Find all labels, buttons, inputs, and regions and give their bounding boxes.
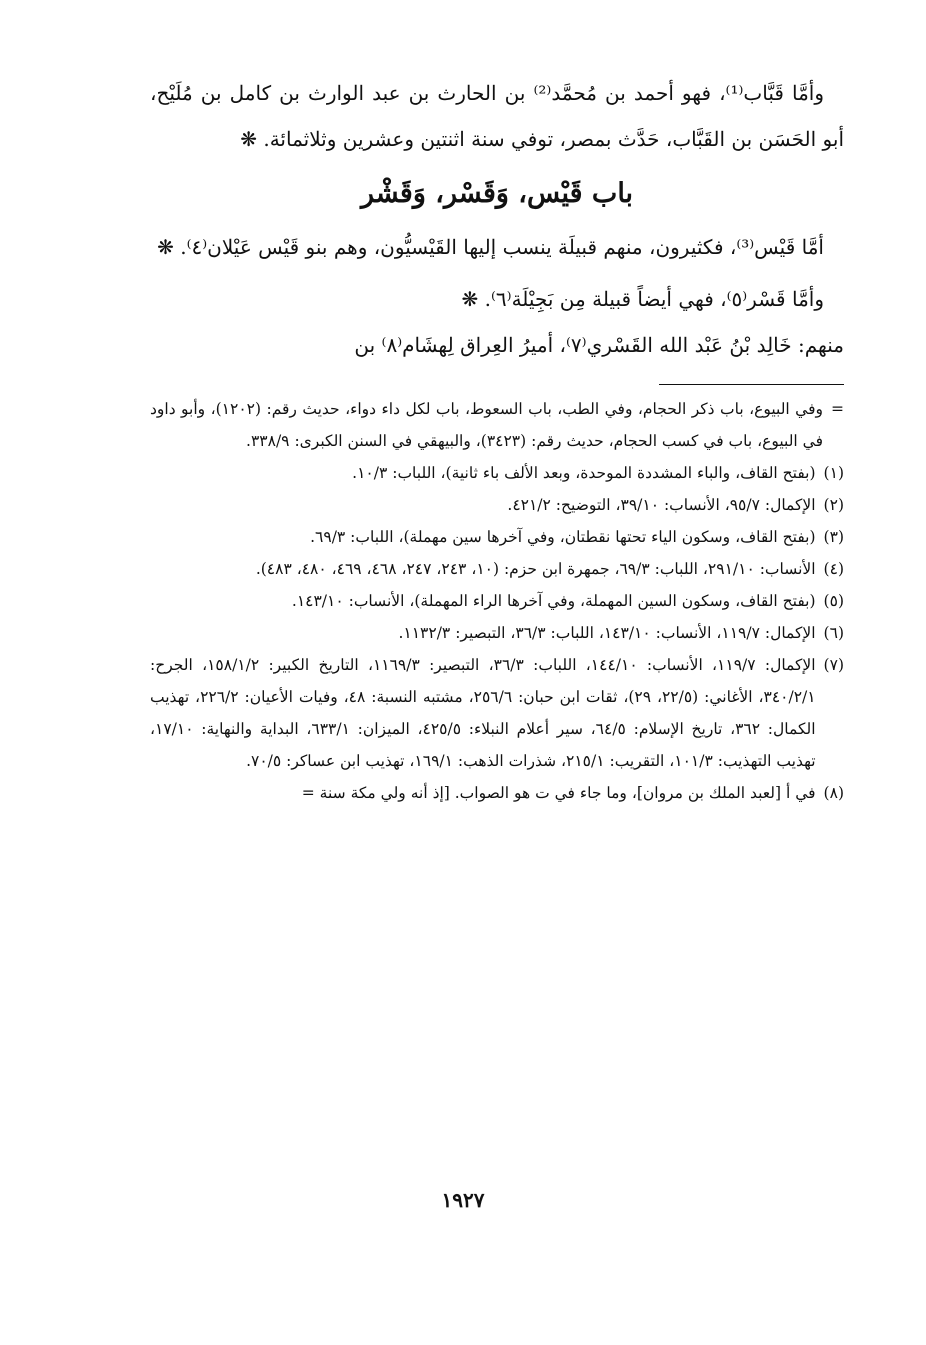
footnote-text: في أ [لعبد الملك بن مروان]، وما جاء في ت هو الصواب. [إذ أنه ولي مكة سنة = xyxy=(301,784,816,802)
footnote-8 xyxy=(150,777,844,809)
footnote-7 xyxy=(150,649,844,777)
footnote-text: (بفتح القاف، وسكون السين المهملة، وفي آخرها الراء المهملة)، الأنساب: ١٤٣/١٠. xyxy=(291,592,816,610)
footnote-text: وفي البيوع، باب ذكر الحجام، وفي الطب، باب السعوط، باب لكل داء دواء، حديث رقم: (١٢٠٢)، وأبو داود في البيوع، باب في كسب الحجام، حديث رقم: (٣٤٢٣)، والبيهقي في السنن الكبرى: ٣٣٨/٩. xyxy=(150,400,823,450)
footnote-1 xyxy=(150,457,844,489)
footnote-6 xyxy=(150,617,844,649)
page-body xyxy=(150,70,844,809)
footnote-marker: (٦) xyxy=(823,624,844,642)
footnote-text: الإكمال: ٩٥/٧، الأنساب: ٣٩/١٠، التوضيح: ٤٢١/٢. xyxy=(507,496,816,514)
footnote-text: الأنساب: ٢٩١/١٠، اللباب: ٦٩/٣، جمهرة ابن حزم: (١٠، ٢٤٣، ٢٤٧، ٤٦٨، ٤٦٩، ٤٨٠، ٤٨٣). xyxy=(255,560,816,578)
footnote-marker: (٧) xyxy=(823,656,844,674)
paragraph-khalid: منهم: خَالِد بْنُ عَبْد الله القَسْري⁽٧⁾، أميرُ العِراق لِهشَام⁽٨⁾ بن xyxy=(354,333,844,357)
footnote-marker: (٥) xyxy=(823,592,844,610)
footnote-3 xyxy=(150,521,844,553)
footnote-marker: (٨) xyxy=(823,784,844,802)
footnotes xyxy=(150,393,844,809)
footnote-marker: (١) xyxy=(823,464,844,482)
footnote-divider xyxy=(659,384,844,385)
footnote-text: (بفتح القاف، والباء المشددة الموحدة، وبعد الألف باء ثانية)، اللباب: ١٠/٣. xyxy=(352,464,816,482)
section-heading: باب قَيْس، وَقَسْر، وَقَشْر xyxy=(360,178,634,209)
footnote-marker: = xyxy=(831,400,844,418)
footnote-2 xyxy=(150,489,844,521)
main-text xyxy=(150,70,844,368)
page-number: ١٩٢٧ xyxy=(441,1188,485,1212)
footnote-marker: (٢) xyxy=(823,496,844,514)
footnote-text: الإكمال: ١١٩/٧، الأنساب: ١٤٣/١٠، اللباب: ٣٦/٣، التبصير: ١١٣٢/٣. xyxy=(398,624,816,642)
footnote-marker: (٤) xyxy=(823,560,844,578)
footnote-continuation xyxy=(150,393,844,457)
footnote-5 xyxy=(150,585,844,617)
paragraph-qasr: وأمَّا قَسْر⁽٥⁾، فهي أيضاً قبيلة مِن بَجِيْلَة⁽٦⁾. ❋ xyxy=(461,287,824,311)
footnote-text: الإكمال: ١١٩/٧، الأنساب: ١٤٤/١٠، اللباب: ٣٦/٣، التبصير: ١١٦٩/٣، التاريخ الكبير: ١٥٨/١/٢، الجرح: ٣٤٠/٢/١، الأغاني: (٢٢/٥، ٢٩)، ثقات ابن حبان: ٢٥٦/٦، مشتبه النسبة: ٤٨، وفيات الأعيان: ٢٢٦/٢، تهذيب الكمال: ٣٦٢، تاريخ الإسلام: ٦٤/٥، سير أعلام النبلاء: ٤٢٥/٥، الميزان: ٦٣٣/١، البداية والنهاية: ١٧/١٠، تهذيب التهذيب: ١٠١/٣، التقريب: ٢١٥/١، شذرات الذهب: ١٦٩/١، تهذيب ابن عساكر: ٧٠/٥. xyxy=(150,656,816,770)
footnote-text: (بفتح القاف، وسكون الياء تحتها نقطتان، وفي آخرها سين مهملة)، اللباب: ٦٩/٣. xyxy=(310,528,816,546)
footnote-marker: (٣) xyxy=(823,528,844,546)
footnote-4 xyxy=(150,553,844,585)
paragraph-qabbab: وأمَّا قَبَّاب⁽¹⁾، فهو أحمد بن مُحمَّد⁽²⁾ بن الحارث بن عبد الوارث بن كامل بن مُلَيْح، أبو الحَسَن بن القَبَّاب، حَدَّث بمصر، توفي سنة اثنتين وعشرين وثلاثمائة. ❋ xyxy=(150,81,844,151)
paragraph-qays: أمَّا قَيْس⁽³⁾، فكثيرون، منهم قبيلَة ينسب إليها القَيْسيُّون، وهم بنو قَيْس عَيْلان⁽٤⁾. ❋ xyxy=(157,235,824,259)
